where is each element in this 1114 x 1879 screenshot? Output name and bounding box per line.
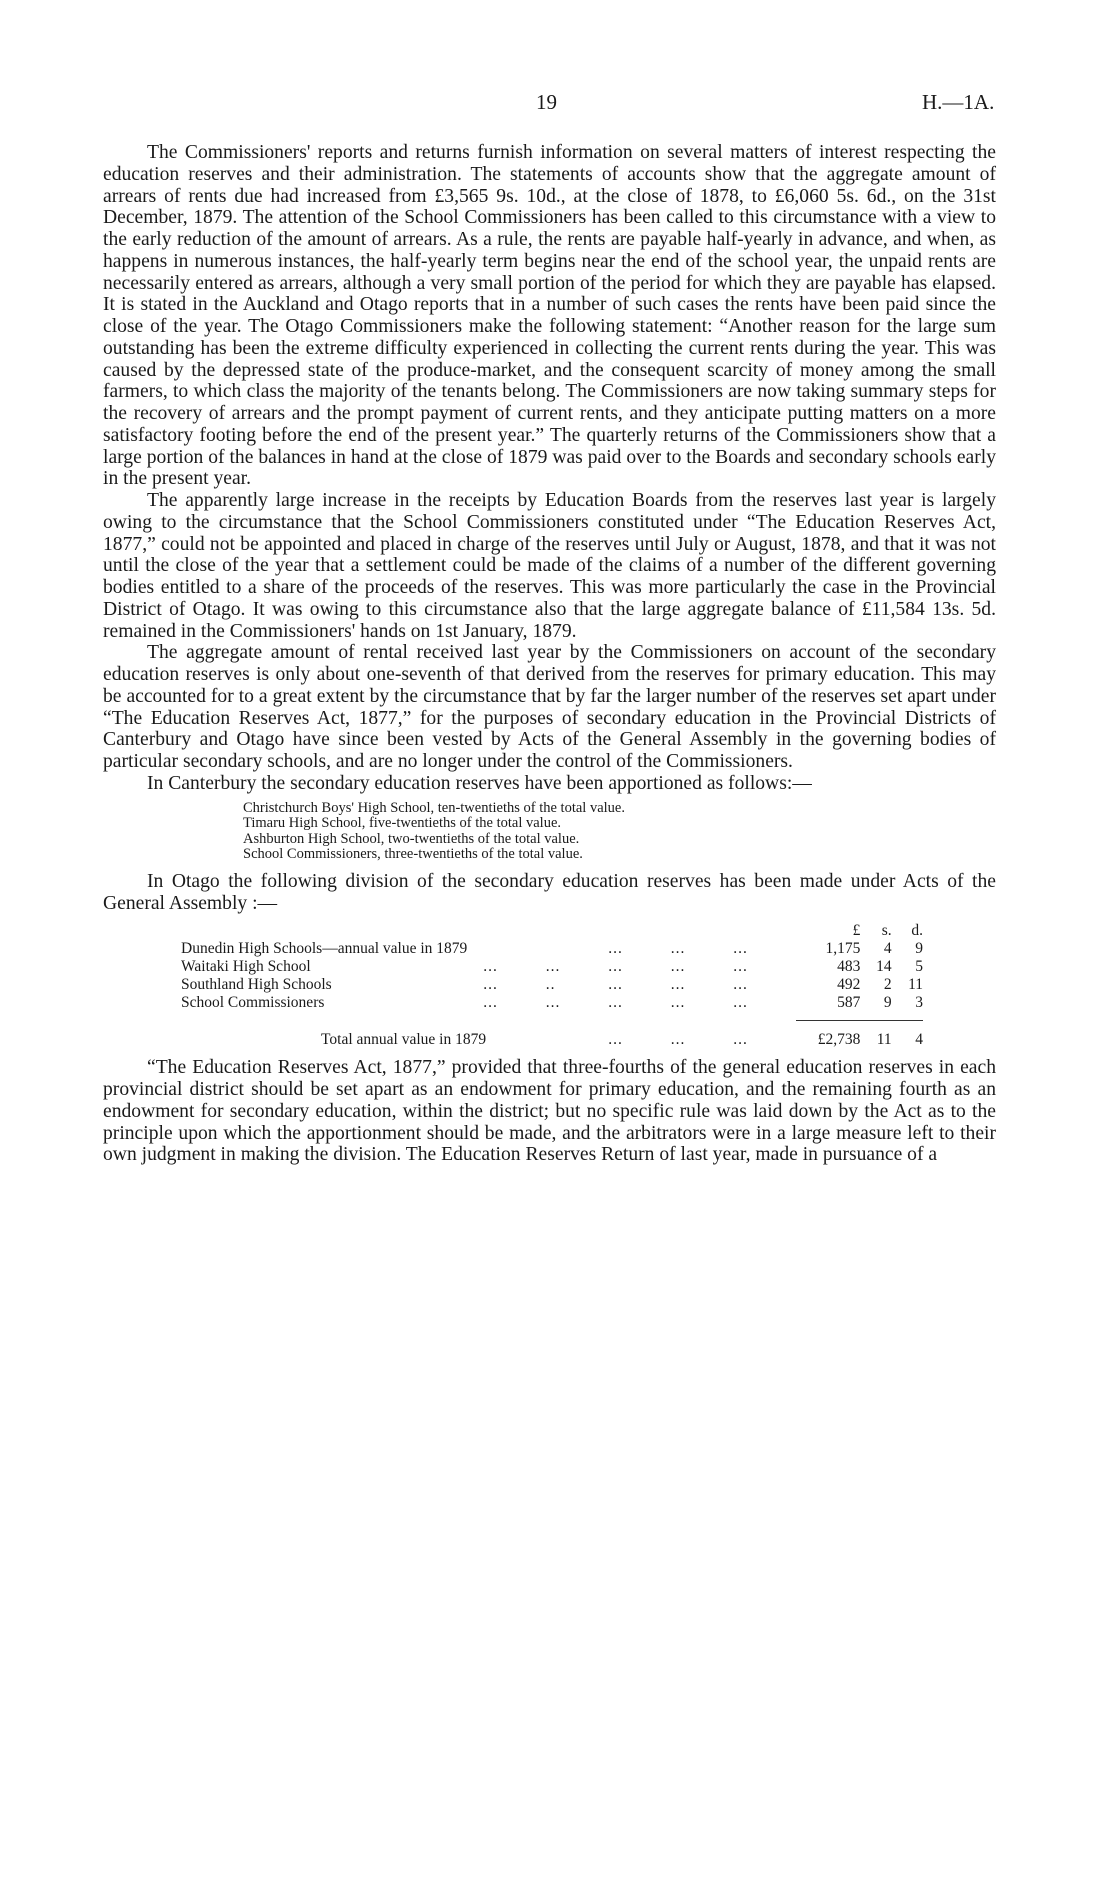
leader-dots: ... (545, 994, 561, 1012)
row-label: Dunedin High Schools—annual value in 1879 (181, 940, 468, 958)
header-pounds: £ (852, 922, 861, 940)
leader-dots: ... (670, 958, 686, 976)
leader-dots: ... (608, 958, 623, 976)
leader-dots: ... (483, 976, 498, 994)
leader-dots: ... (733, 940, 748, 958)
list-item: Timaru High School, five-twentieths of the total value. (243, 815, 562, 832)
leader-dots: ... (608, 1031, 623, 1049)
pounds: 492 (837, 976, 861, 994)
otago-table (181, 922, 923, 1049)
leader-dots: ... (608, 976, 623, 994)
table-row (181, 994, 923, 1012)
paragraph-act-provisions: “The Education Reserves Act, 1877,” provided that three-fourths of the general education reserves in each provincial district should be set apart as an endowment for primary education, and the remaining fourth as an endowment for secondary education, within the district; but no specific rule was laid down by the Act as to the principle upon which the apportionment should be made, and the arbitrators were in a large measure left to their own judgment in making the division. The Education Reserves Return of last year, made in pursuance of a (103, 1057, 996, 1166)
leader-dots: ... (483, 958, 498, 976)
leader-dots: ... (670, 940, 686, 958)
leader-dots: ... (670, 976, 686, 994)
row-label: Southland High Schools (181, 976, 332, 994)
paragraph-receipts: The apparently large increase in the receipts by Education Boards from the reserves last year is largely owing to the circumstance that the School Commissioners constituted under “The Education Reserves Act, 1877,” could not be appointed and placed in charge of the reserves until July or August, 1878, and that it was not until the close of the year that a settlement could be made of the claims of a number of the different governing bodies entitled to a share of the proceeds of the reserves. This was more particularly the case in the Provincial District of Otago. It was owing to this circumstance also that the large aggregate balance of £11,584 13s. 5d. remained in the Commissioners' hands on 1st January, 1879. (103, 490, 996, 642)
paragraph-arrears: The Commissioners' reports and returns furnish information on several matters of interest respecting the education reserves and their administration. The statements of accounts show that the aggregate amount of arrears of rents due had increased from £3,565 9s. 10d., at the close of 1878, to £6,060 5s. 6d., on the 31st December, 1879. The attention of the School Commissioners has been called to this circumstance with a view to the early reduction of the amount of arrears. As a rule, the rents are payable half-yearly in advance, and when, as happens in numerous instances, the half-yearly term begins near the end of the school year, the unpaid rents are necessarily entered as arrears, although a very small portion of the period for which they are payable has elapsed. It is stated in the Auckland and Otago reports that in a number of such cases the rents have been paid since the close of the year. The Otago Commissioners make the following statement: “Another reason for the large sum outstanding has been the extreme difficulty experienced in collecting the current rents during the year. This was caused by the depressed state of the produce-market, and the consequent scarcity of money among the small farmers, to which class the majority of the tenants belong. The Commissioners are now taking summary steps for the recovery of arrears and the prompt payment of current rents, and they anticipate putting matters on a more satisfactory footing before the end of the present year.” The quarterly returns of the Commissioners show that a large portion of the balances in hand at the close of 1879 was paid over to the Boards and secondary schools early in the present year. (103, 142, 996, 490)
shillings: 9 (883, 994, 892, 1012)
total-shillings: 11 (876, 1031, 892, 1049)
paragraph-canterbury: In Canterbury the secondary education reserves have been apportioned as follows:— (147, 772, 812, 794)
leader-dots: ... (670, 1031, 686, 1049)
shillings: 2 (883, 976, 892, 994)
header-pence: d. (911, 922, 923, 940)
leader-dots: ... (608, 940, 623, 958)
pounds: 587 (837, 994, 861, 1012)
leader-dots: ... (733, 976, 748, 994)
list-item: School Commissioners, three-twentieths of the total value. (243, 846, 583, 863)
leader-dots: ... (545, 958, 561, 976)
page-number: 19 (536, 90, 557, 114)
row-label: Waitaki High School (181, 958, 311, 976)
leader-dots: ... (483, 994, 498, 1012)
pence: 11 (908, 976, 923, 994)
pence: 5 (915, 958, 923, 976)
shillings: 14 (876, 958, 892, 976)
table-row (181, 940, 923, 958)
leader-dots: ... (670, 994, 686, 1012)
document-reference: H.—1A. (922, 90, 995, 114)
pounds: 483 (837, 958, 861, 976)
leader-dots: .. (545, 976, 556, 994)
list-item: Ashburton High School, two-twentieths of the total value. (243, 830, 580, 847)
page-body (103, 142, 996, 1166)
leader-dots: ... (608, 994, 623, 1012)
paragraph-secondary-rental: The aggregate amount of rental received last year by the Commissioners on account of the secondary education reserves is only about one-seventh of that derived from the reserves for primary education. This may be accounted for to a great extent by the circumstance that by far the larger number of the reserves set apart under “The Education Reserves Act, 1877,” for the purposes of secondary education in the Provincial Districts of Canterbury and Otago have since been vested by Acts of the General Assembly in the governing bodies of particular secondary schools, and are no longer under the control of the Commissioners. (103, 642, 996, 772)
header-shillings: s. (881, 922, 892, 940)
paragraph-otago: In Otago the following division of the secondary education reserves has been made under Acts of the General Assembly :— (103, 870, 996, 914)
pence: 3 (915, 994, 923, 1012)
leader-dots: ... (733, 958, 748, 976)
table-row (181, 976, 923, 994)
total-pence: 4 (915, 1031, 923, 1049)
canterbury-apportionment-list (243, 801, 996, 863)
table-total-row (181, 1021, 923, 1050)
total-rule (181, 1012, 923, 1021)
table-header-row (181, 922, 923, 940)
pence: 9 (915, 940, 923, 958)
list-item: Christchurch Boys' High School, ten-twentieths of the total value. (243, 799, 625, 816)
total-pounds: £2,738 (817, 1031, 861, 1049)
shillings: 4 (883, 940, 892, 958)
row-label: School Commissioners (181, 994, 325, 1012)
pounds: 1,175 (825, 940, 861, 958)
leader-dots: ... (733, 994, 748, 1012)
leader-dots: ... (733, 1031, 748, 1049)
total-label: Total annual value in 1879 (321, 1031, 487, 1049)
table-row (181, 958, 923, 976)
